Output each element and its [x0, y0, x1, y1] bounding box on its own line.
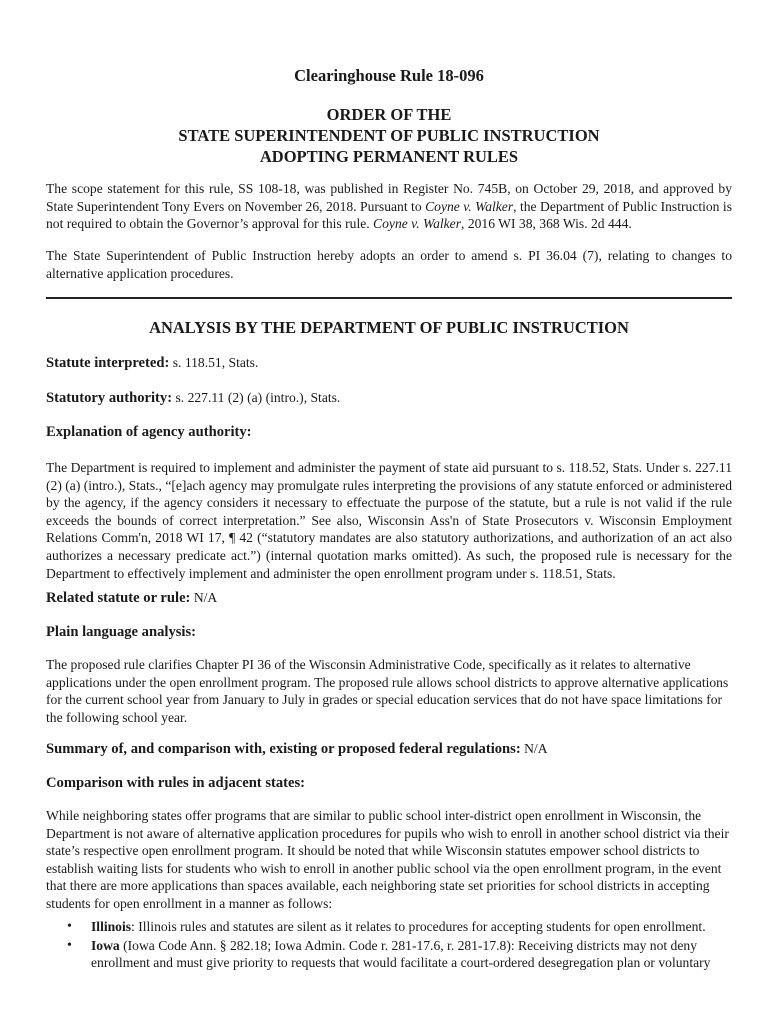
related-statute-label: Related statute or rule:	[46, 590, 191, 606]
list-item	[46, 937, 732, 972]
scope-text-1: The scope statement for this rule, SS 108-18, was published in Register No. 745B, on October 29, 2018, and approved by State Superintendent Tony Evers on November 26, 2018. Pursuant to	[46, 181, 732, 214]
scope-statement-paragraph	[46, 180, 732, 233]
state-description: : Illinois rules and statutes are silent as it relates to procedures for accepting students for open enrollment.	[131, 919, 706, 934]
explanation-paragraph: The Department is required to implement and administer the payment of state aid pursuant to s. 118.52, Stats. Under s. 227.11 (2) (a) (intro.), Stats., “[e]ach agency may promulgate rules interpreting the provisions of any statute enforced or administered by the agency, if the agency considers it necessary to effectuate the purpose of the statute, but a rule is not valid if the rule exceeds the bounds of correct interpretation.” See also, Wisconsin Ass'n of State Prosecutors v. Wisconsin Employment Relations Comm'n, 2018 WI 17, ¶ 42 (“statutory mandates are also statutory authorizations, and authorization of an act also authorizes a necessary predicate act.”) (internal quotation marks omitted). As such, the proposed rule is necessary for the Department to effectively implement and administer the open enrollment program under s. 118.51, Stats.	[46, 460, 732, 581]
state-comparison-list	[46, 918, 732, 973]
order-title-line-2: STATE SUPERINTENDENT OF PUBLIC INSTRUCTION	[178, 126, 600, 145]
analysis-heading: ANALYSIS BY THE DEPARTMENT OF PUBLIC INSTRUCTION	[149, 318, 629, 337]
bullet-icon: •	[67, 937, 72, 953]
statute-interpreted	[46, 354, 732, 372]
scope-text-3: , 2016 WI 38, 368 Wis. 2d 444.	[461, 216, 632, 232]
statute-interpreted-label: Statute interpreted:	[46, 355, 170, 371]
state-description: (Iowa Code Ann. § 282.18; Iowa Admin. Code r. 281-17.6, r. 281-17.8): Receiving districts may not deny enrollment and must give priority to requests that would facilitate a court-ordered desegregation plan or voluntary	[91, 937, 711, 971]
plain-language-paragraph: The proposed rule clarifies Chapter PI 36 of the Wisconsin Administrative Code, specifically as it relates to alternative applications under the open enrollment program. The proposed rule allows school districts to approve alternative applications for the current school year from January to July in grades or special education services that do not have space limitations for the following school year.	[46, 657, 729, 725]
related-statute	[46, 589, 732, 607]
plain-language-heading: Plain language analysis:	[46, 624, 197, 640]
list-item	[46, 918, 732, 936]
adjacent-states-heading: Comparison with rules in adjacent states:	[46, 775, 306, 791]
federal-regulations-label: Summary of, and comparison with, existing or proposed federal regulations:	[46, 741, 521, 757]
scope-text-2: , the Department of Public Instruction is not required to obtain the Governor’s approval for this rule.	[46, 198, 732, 232]
section-divider	[46, 297, 732, 299]
explanation-heading: Explanation of agency authority:	[46, 424, 252, 440]
bullet-icon: •	[67, 919, 72, 934]
order-title	[46, 104, 732, 167]
state-name: Iowa	[91, 937, 120, 953]
case-citation: Coyne v. Walker	[373, 216, 462, 232]
order-title-line-1: ORDER OF THE	[326, 105, 452, 124]
statutory-authority-label: Statutory authority:	[46, 390, 173, 406]
order-paragraph: The State Superintendent of Public Instruction hereby adopts an order to amend s. PI 36.04 (7), relating to changes to alternative application procedures.	[46, 248, 732, 281]
clearinghouse-rule-title: Clearinghouse Rule 18-096	[294, 66, 484, 85]
adjacent-states-paragraph: While neighboring states offer programs that are similar to public school inter-district open enrollment in Wisconsin, the Department is not aware of alternative application procedures for pupils who wish to enroll in another school district via their state’s respective open enrollment program. It should be noted that while Wisconsin statutes empower school districts to establish waiting lists for students who wish to enroll in another public school via the open enrollment program, in the event that there are more applications than spaces available, each neighboring state set priorities for school districts in accepting students for open enrollment in a manner as follows:	[46, 808, 729, 911]
order-title-line-3: ADOPTING PERMANENT RULES	[259, 147, 519, 166]
case-citation: Coyne v. Walker	[425, 198, 514, 214]
federal-regulations-value: N/A	[520, 741, 548, 756]
statute-interpreted-value: s. 118.51, Stats.	[169, 355, 259, 370]
state-name: Illinois	[91, 919, 132, 934]
statutory-authority-value: s. 227.11 (2) (a) (intro.), Stats.	[172, 390, 341, 405]
statutory-authority	[46, 389, 732, 407]
related-statute-value: N/A	[190, 590, 218, 605]
federal-regulations	[46, 740, 732, 758]
